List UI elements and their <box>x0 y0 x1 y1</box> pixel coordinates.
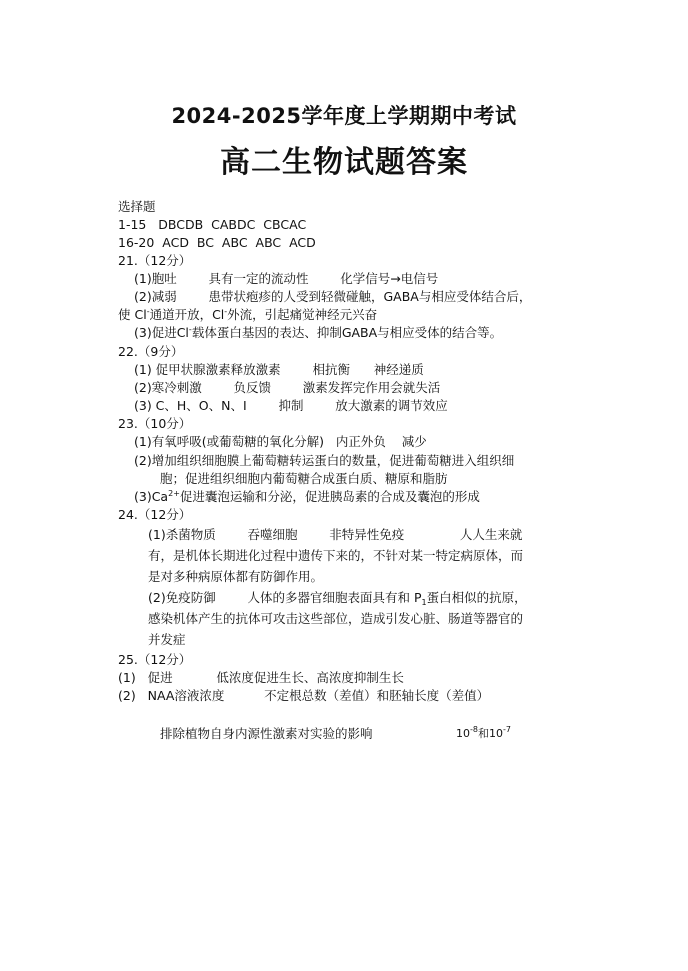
q23-answer-3: $(3)Ca^{2+}$促进囊泡运输和分泌，促进胰岛素的合成及囊泡的形成 <box>134 489 480 504</box>
section-heading-choice: 选择题 <box>118 199 156 214</box>
q21-answer-2: (2)减弱 患带状疱疹的人受到轻微碰触，GABA与相应受体结合后， <box>134 289 532 304</box>
q24-answer-2: (2)免疫防御 人体的多器官细胞表面具有和 $P_1$蛋白相似的抗原， <box>148 590 527 607</box>
q24-answer-1-cont-b: 是对多种病原体都有防御作用。 <box>148 569 324 584</box>
q25-answer-3: 排除植物自身内源性激素对实验的影响 <box>160 726 373 741</box>
answer-sheet-title: 高二生物试题答案 <box>220 145 468 180</box>
q23-answer-2-cont: 胞；促进组织细胞内葡萄糖合成蛋白质、糖原和脂肪 <box>160 471 448 486</box>
q21-answer-3: (3)促进Cl-载体蛋白基因的表达、抑制GABA与相应受体的结合等。 <box>134 325 503 340</box>
q25-answer-2: (2) NAA溶液浓度 不定根总数（差值）和胚轴长度（差值） <box>118 688 490 703</box>
q24-heading: 24.（12分） <box>118 507 192 522</box>
q22-answer-1: (1) 促甲状腺激素释放激素 相抗衡 神经递质 <box>134 362 424 377</box>
q23-heading: 23.（10分） <box>118 416 192 431</box>
q24-answer-2-cont-a: 感染机体产生的抗体可攻击这些部位，造成引发心脏、肠道等器官的 <box>148 611 524 626</box>
choice-answers-1-15: 1-15 DBCDB CABDC CBCAC <box>118 217 307 232</box>
choice-answers-16-20: 16-20 ACD BC ABC ABC ACD <box>118 235 316 250</box>
q22-answer-2: (2)寒冷刺激 负反馈 激素发挥完作用会就失活 <box>134 380 441 395</box>
q21-heading: 21.（12分） <box>118 253 192 268</box>
q25-answer-4: $10^{-8}$和$10^{-7}$ <box>456 725 511 740</box>
q24-answer-2-cont-b: 并发症 <box>148 632 186 647</box>
exam-title: 2024-2025学年度上学期期中考试 <box>171 104 517 128</box>
q24-answer-1-cont-a: 有，是机体长期进化过程中遗传下来的，不针对某一特定病原体，而 <box>148 548 524 563</box>
q22-heading: 22.（9分） <box>118 344 184 359</box>
q25-heading: 25.（12分） <box>118 652 192 667</box>
q21-answer-1: (1)胞吐 具有一定的流动性 化学信号→电信号 <box>134 271 439 286</box>
q21-answer-2-cont: 使 Cl-通道开放，Cl-外流，引起痛觉神经元兴奋 <box>118 307 378 322</box>
q25-answer-1: (1) 促进 低浓度促进生长、高浓度抑制生长 <box>118 670 404 685</box>
q22-answer-3: (3) C、H、O、N、I 抑制 放大激素的调节效应 <box>134 398 448 413</box>
q23-answer-1: (1)有氧呼吸(或葡萄糖的氧化分解) 内正外负 减少 <box>134 434 427 449</box>
q23-answer-2: (2)增加组织细胞膜上葡萄糖转运蛋白的数量，促进葡萄糖进入组织细 <box>134 453 515 468</box>
q24-answer-1: (1)杀菌物质 吞噬细胞 非特异性免疫 人人生来就 <box>148 527 523 542</box>
